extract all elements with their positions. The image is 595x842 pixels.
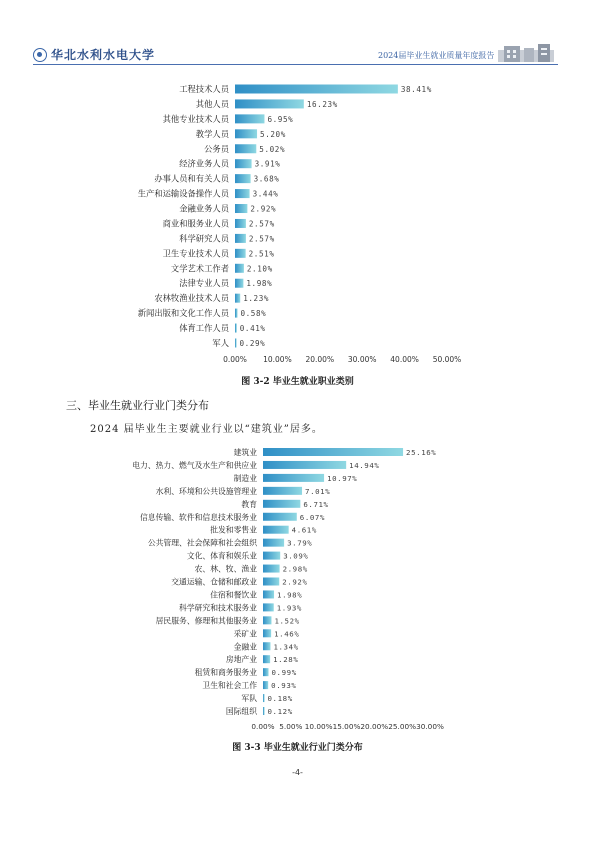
data-bar <box>235 219 246 228</box>
category-label: 军人 <box>212 337 229 348</box>
category-label: 金融业务人员 <box>179 203 229 214</box>
figure-3-2-caption: 图 3-2 毕业生就业职业类别 <box>241 377 354 387</box>
category-label: 军队 <box>241 694 257 704</box>
category-label: 农林牧渔业技术人员 <box>154 293 229 304</box>
data-label: 0.29% <box>239 338 266 348</box>
data-label: 2.10% <box>246 264 273 274</box>
data-bar <box>235 144 256 153</box>
category-label: 国际组织 <box>225 707 257 716</box>
data-bar <box>263 448 403 456</box>
data-bar <box>235 85 398 94</box>
category-label: 交通运输、仓储和邮政业 <box>171 577 257 587</box>
data-label: 7.01% <box>305 486 331 496</box>
category-label: 新闻出版和文化工作人员 <box>137 308 229 319</box>
data-bar <box>263 461 346 469</box>
university-emblem-icon <box>33 48 47 62</box>
category-label: 科学研究和技术服务业 <box>179 603 257 613</box>
x-tick-label: 0.00% <box>251 722 275 731</box>
data-label: 1.98% <box>246 279 273 289</box>
category-label: 信息传输、软件和信息技术服务业 <box>140 512 257 522</box>
data-label: 3.79% <box>287 538 313 548</box>
report-title: 2024届毕业生就业质量年度报告 <box>378 51 495 60</box>
x-tick-label: 25.00% <box>388 722 417 731</box>
data-label: 1.34% <box>273 642 299 652</box>
data-label: 38.41% <box>400 85 432 94</box>
data-label: 3.68% <box>253 174 280 184</box>
data-bar <box>263 578 279 586</box>
data-bar <box>263 539 284 547</box>
data-bar <box>235 99 304 108</box>
data-label: 3.09% <box>283 551 309 561</box>
category-label: 商业和服务业人员 <box>162 218 229 229</box>
data-bar <box>263 694 265 702</box>
campus-building-icon <box>498 44 554 62</box>
data-bar <box>263 707 265 715</box>
category-label: 房地产业 <box>225 655 257 665</box>
page-number: -4- <box>292 768 303 777</box>
data-bar <box>263 552 280 560</box>
category-label: 科学研究人员 <box>179 233 229 244</box>
data-label: 2.57% <box>248 219 275 229</box>
university-logo <box>33 46 155 63</box>
data-bar <box>263 590 274 598</box>
data-bar <box>263 526 289 534</box>
data-bar <box>263 616 271 624</box>
data-bar <box>263 500 300 508</box>
data-label: 0.93% <box>271 681 297 691</box>
university-name: 华北水利水电大学 <box>51 48 156 62</box>
data-label: 4.61% <box>291 525 317 535</box>
category-label: 经济业务人员 <box>179 158 229 169</box>
data-label: 0.58% <box>240 309 267 319</box>
x-tick-label: 30.00% <box>347 355 377 364</box>
page-header <box>0 0 595 70</box>
data-label: 6.95% <box>267 114 294 124</box>
data-bar <box>235 294 240 303</box>
data-bar <box>235 114 264 123</box>
category-label: 采矿业 <box>233 629 257 639</box>
data-label: 10.97% <box>327 473 358 483</box>
x-tick-label: 20.00% <box>305 355 335 364</box>
category-label: 批发和零售业 <box>210 525 257 535</box>
data-bar <box>235 309 237 318</box>
data-bar <box>263 513 297 521</box>
data-bar <box>263 681 268 689</box>
category-label: 电力、热力、燃气及水生产和供应业 <box>132 460 257 470</box>
x-tick-label: 20.00% <box>360 722 389 731</box>
category-label: 生产和运输设备操作人员 <box>137 188 229 199</box>
x-tick-label: 0.00% <box>223 355 247 364</box>
figure-3-3-caption: 图 3-3 毕业生就业行业门类分布 <box>232 743 363 753</box>
data-bar <box>263 565 280 573</box>
category-label: 其他专业技术人员 <box>162 113 229 124</box>
data-bar <box>263 629 271 637</box>
category-label: 租赁和商务服务业 <box>194 668 257 678</box>
data-bar <box>235 189 250 198</box>
category-label: 文学艺术工作者 <box>170 263 229 274</box>
data-label: 1.52% <box>274 616 300 626</box>
category-label: 农、林、牧、渔业 <box>194 564 257 574</box>
data-label: 25.16% <box>406 448 437 457</box>
category-label: 文化、体育和娱乐业 <box>186 551 257 561</box>
data-label: 6.07% <box>299 512 326 522</box>
data-label: 16.23% <box>306 99 338 109</box>
data-label: 1.98% <box>277 590 303 600</box>
x-tick-label: 15.00% <box>332 722 361 731</box>
data-label: 2.57% <box>248 234 275 244</box>
category-label: 建筑业 <box>233 448 257 457</box>
data-label: 6.71% <box>303 499 329 509</box>
category-label: 居民服务、修理和其他服务业 <box>155 616 257 626</box>
category-label: 体育工作人员 <box>179 323 229 334</box>
data-bar <box>263 668 269 676</box>
data-bar <box>235 174 251 183</box>
category-label: 卫生和社会工作 <box>202 681 257 691</box>
data-bar <box>235 279 243 288</box>
section-heading: 三、毕业生就业行业门类分布 <box>66 399 209 412</box>
category-label: 水利、环境和公共设施管理业 <box>155 486 257 496</box>
category-label: 法律专业人员 <box>179 278 229 289</box>
data-bar <box>235 264 244 273</box>
data-bar <box>263 487 302 495</box>
data-label: 2.92% <box>250 204 277 214</box>
data-label: 1.23% <box>243 294 270 304</box>
data-label: 14.94% <box>349 460 380 470</box>
data-label: 2.98% <box>282 564 308 574</box>
data-label: 1.28% <box>273 655 299 665</box>
x-tick-label: 10.00% <box>304 722 333 731</box>
x-tick-label: 50.00% <box>432 355 462 364</box>
x-tick-label: 30.00% <box>416 722 444 731</box>
category-label: 教育 <box>241 499 257 509</box>
data-label: 2.92% <box>282 577 308 587</box>
category-label: 公共管理、社会保障和社会组织 <box>147 538 257 548</box>
category-label: 制造业 <box>233 473 257 483</box>
category-label: 其他人员 <box>195 98 229 109</box>
data-bar <box>235 204 247 213</box>
data-label: 5.02% <box>259 144 286 154</box>
data-bar <box>235 324 237 333</box>
data-bar <box>235 234 246 243</box>
data-bar <box>263 603 274 611</box>
x-tick-label: 40.00% <box>390 355 419 364</box>
data-label: 1.93% <box>276 603 302 613</box>
x-tick-label: 5.00% <box>279 722 303 731</box>
category-label: 金融业 <box>233 642 257 652</box>
data-label: 1.46% <box>274 629 300 639</box>
data-label: 0.41% <box>239 324 266 334</box>
data-label: 2.51% <box>248 249 275 259</box>
x-tick-label: 10.00% <box>263 355 292 364</box>
data-bar <box>263 642 270 650</box>
data-bar <box>263 474 324 482</box>
data-bar <box>235 159 252 168</box>
data-label: 5.20% <box>260 129 286 139</box>
category-label: 教学人员 <box>195 128 229 139</box>
category-label: 办事人员和有关人员 <box>154 173 229 184</box>
category-label: 工程技术人员 <box>179 84 229 94</box>
data-bar <box>263 655 270 663</box>
category-label: 卫生专业技术人员 <box>162 248 229 259</box>
data-label: 0.12% <box>267 707 293 716</box>
category-label: 公务员 <box>204 143 229 154</box>
header-divider <box>33 64 558 65</box>
data-label: 0.18% <box>267 694 293 704</box>
category-label: 住宿和餐饮业 <box>210 590 257 600</box>
data-bar <box>235 129 257 138</box>
data-label: 3.44% <box>252 189 279 199</box>
data-label: 0.99% <box>271 668 297 678</box>
section-body-text: 2024 届毕业生主要就业行业以“建筑业”居多。 <box>90 424 323 435</box>
data-bar <box>235 338 237 347</box>
data-bar <box>235 249 246 258</box>
data-label: 3.91% <box>254 159 281 169</box>
